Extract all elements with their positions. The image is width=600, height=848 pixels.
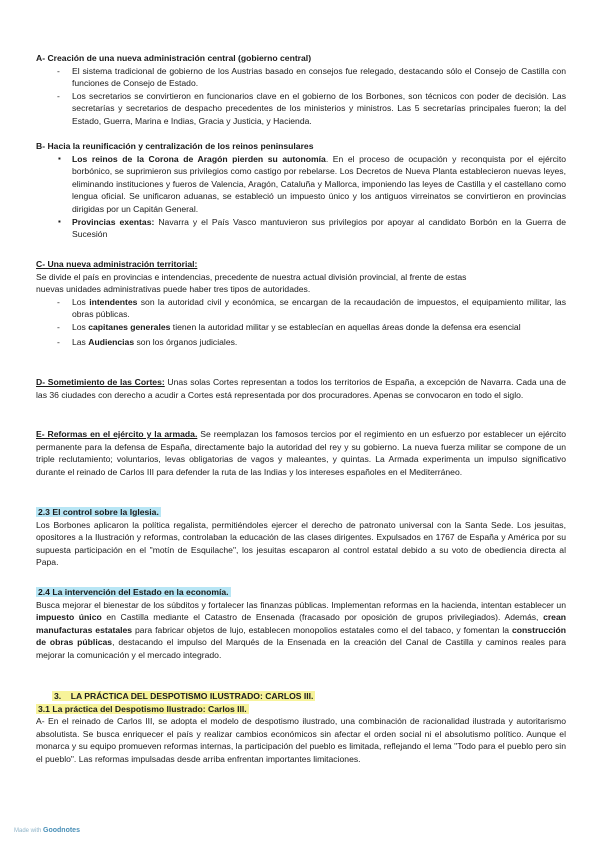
section-a-list [36,65,566,128]
section-2-4-text-2: en Castilla mediante el Catastro de Ensenada (fracasado por oposición de grupos privilegiados). Además, [101,612,544,623]
section-c [36,258,566,348]
section-2-3 [36,506,566,569]
section-2-3-title: 2.3 El control sobre la Iglesia. [38,507,159,517]
section-a [36,52,566,128]
section-b-item-2-text: Navarra y el País Vasco mantuvieron sus privilegios por apoyar al candidato Borbón en la Guerra de Sucesión [72,216,566,240]
section-c-item-1-bold: intendentes [89,296,138,307]
section-c-intro: Se divide el país en provincias e intendencias, precedente de nuestra actual división provincial, al frente de estas nuevas unidades administrativas puede haber tres tipos de autoridades. [36,271,467,295]
section-2-4-text-3: para fabricar objetos de lujo, establecen monopolios estatales como el del tabaco, y fomentan la [132,624,513,635]
section-b-item-1 [72,153,566,216]
section-c-list [36,296,566,348]
section-3-title [52,691,315,701]
section-c-item-1-text: son la autoridad civil y económica, se encargan de la recaudación de impuestos, el equipamiento militar, las obras públicas. [72,296,567,320]
section-2-4-bold-2: crean manufacturas estatales [36,612,566,635]
section-a-title: A- Creación de una nueva administración central (gobierno central) [36,53,312,63]
section-b-title: B- Hacia la reunificación y centralización de los reinos peninsulares [36,141,314,151]
section-b [36,140,566,241]
section-b-item-2 [72,216,566,241]
section-3 [36,690,566,766]
section-d-title: D- Sometimiento de las Cortes: [36,377,165,387]
section-a-item-1: - El sistema tradicional de gobierno de los Austrias basado en consejos fue relegado, destacando sólo el Consejo de Castilla con funciones de Consejo de Estado. [72,65,566,90]
section-e-text: Se reemplazan los famosos tercios por el regimiento en un esfuerzo por establecer un ejército permanente para la defensa de España, directamente bajo la autoridad del rey y su gobierno. La nueva fuerza militar se compone de un triple reclutamiento; voluntarios, levas obligatorias de vagos y maleantes, y quintas. La Armada experimenta un impulso significativo durante el reinado de Carlos III para defender la ruta de las Indias y los intereses españoles en el Mediterráneo. [36,429,566,477]
section-2-4-text-4: , destacando el impulso del Marqués de la Ensenada en la creación del Canal de Castilla y caminos reales para mejorar la comunicación y el mercado integrado. [36,637,567,660]
section-c-item-3-text: son los órganos judiciales. [134,336,238,347]
section-e [36,428,566,478]
section-3-1-title: 3.1 La práctica del Despotismo Ilustrado: Carlos III. [38,703,247,714]
section-b-list [36,153,566,241]
section-2-4 [36,586,566,662]
section-c-item-1-pre: Los [72,296,90,307]
section-2-4-text [36,599,566,662]
made-with-label: Made with [14,828,42,834]
section-c-item-2-text: tienen la autoridad militar y se establecían en aquellas áreas donde la defensa era esencial [170,321,521,332]
section-2-4-title: 2.4 La intervención del Estado en la economía. [38,587,229,597]
section-b-item-1-text: . En el proceso de ocupación y reconquista por el ejército borbónico, se suprimieron sus privilegios como castigo por rebelarse. Los Decretos de Nueva Planta establecieron nuevas leyes, eliminando instituciones y fueros de Valencia, Aragón, Cataluña y Mallorca, imponiendo las leyes de Castilla y el castellano como lengua oficial. Se unificaron aduanas, se estableció un impuesto único y los antiguos virreinatos se convirtieron en provincias dirigidas por un Capitán General. [72,153,566,214]
section-b-item-1-bold: Los reinos de la Corona de Aragón pierden su autonomía [72,153,326,164]
section-c-item-3 [72,336,566,349]
section-3-title-row [36,690,566,703]
section-d-text: Unas solas Cortes representan a todos los territorios de España, a excepción de Navarra. Cada una de las 36 ciudades con derecho a acudir a Cortes está representada por dos procuradores. Apenas se convocaron en todo el siglo. [36,377,566,400]
section-3-number: 3. [54,691,62,701]
goodnotes-watermark [14,825,80,838]
section-c-item-1 [72,296,566,321]
section-c-item-2-pre: Los [72,321,89,332]
section-c-item-3-pre: Las [72,336,89,347]
goodnotes-brand: Goodnotes [43,827,80,834]
section-2-3-title-row [36,506,566,519]
section-2-4-title-row [36,586,566,599]
section-c-title: C- Una nueva administración territorial: [36,259,198,269]
section-b-item-2-bold: Provincias exentas: [72,216,155,227]
section-3-1-row [36,703,566,716]
section-2-3-text: Los Borbones aplicaron la política regalista, permitiéndoles ejercer el derecho de patronato universal con la Santa Sede. Los jesuitas, opositores a la Ilustración y reformas, controlaban la educación de las clases dirigentes. Expulsados en 1767 de España y América por su supuesta participación en el "motín de Esquilache", los jesuitas escaparon al control estatal debido a su voto de obediencia directa al Papa. [36,519,566,568]
section-c-item-3-bold: Audiencias [88,336,135,347]
section-c-item-2 [72,321,566,334]
section-3-1-text: A- En el reinado de Carlos III, se adopta el modelo de despotismo ilustrado, una combinación de racionalidad ilustrada y autoritarismo absolutista. Se busca enriquecer el país y realizar cambios económicos sin afectar el orden social ni el absolutismo político. Aunque el monarca y su equipo promueven reformas internas, la participación del pueblo es limitada, reflejando el lema "Todo para el pueblo pero sin el pueblo". Las reformas impulsadas desde arriba enfrentan importantes limitaciones. [36,716,566,764]
section-3-title-text: LA PRÁCTICA DEL DESPOTISMO ILUSTRADO: CARLOS III. [70,691,314,701]
section-2-4-bold-3: construcción de obras públicas [36,624,566,648]
section-c-item-2-bold: capitanes generales [88,321,171,332]
section-e-title: E- Reformas en el ejército y la armada. [36,429,198,439]
section-2-4-bold-1: impuesto único [36,612,102,623]
section-a-item-2: - Los secretarios se convirtieron en funcionarios clave en el gobierno de los Borbones, son técnicos con poder de decisión. Las secretarías y secretarios de despacho precedentes de los ministerios y ministros. Las 5 secretarías principales fueron; la del Estado, Guerra, Marina e Indias, Gracia y Justicia, y Hacienda. [72,90,566,128]
section-d [36,376,566,401]
section-2-4-text-1: Busca mejorar el bienestar de los súbditos y fortalecer las finanzas públicas. Implementan reformas en la hacienda, intentan establecer un [36,599,566,610]
